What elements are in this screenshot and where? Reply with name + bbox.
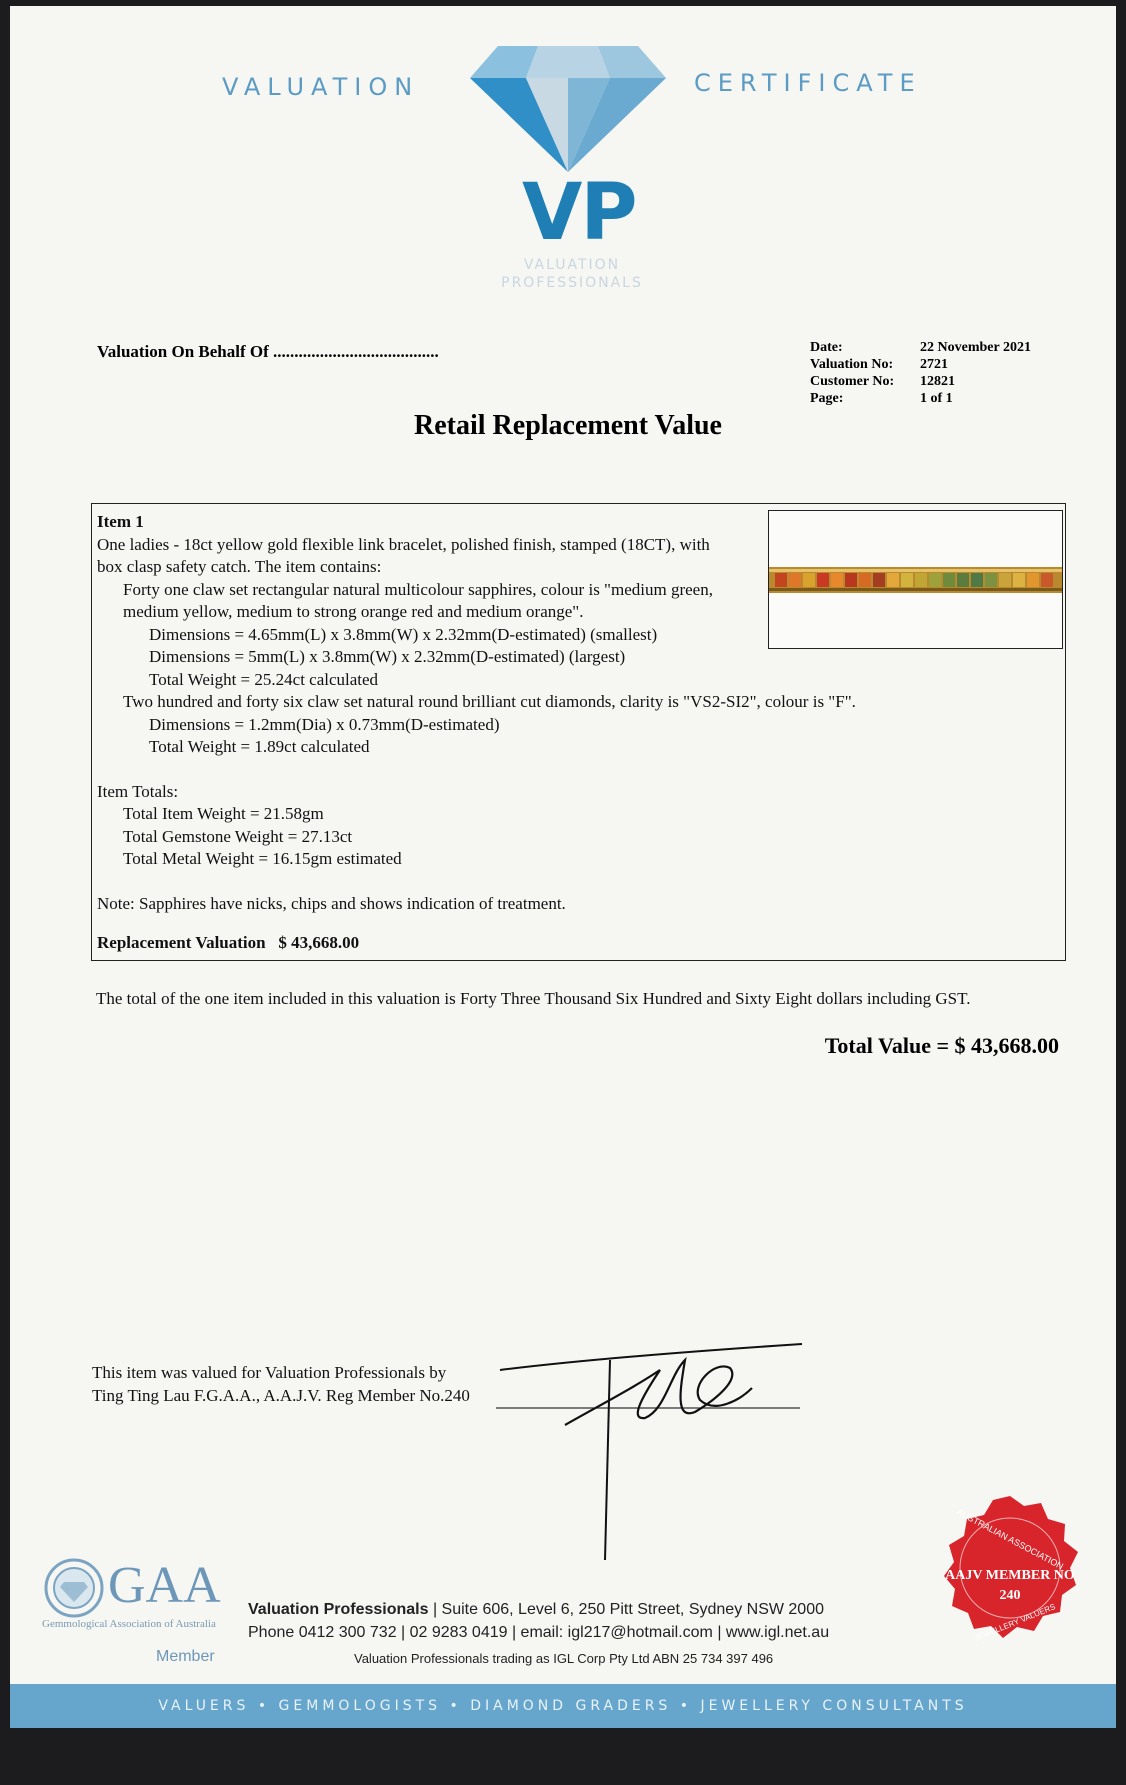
valuer-line-2: Ting Ting Lau F.G.A.A., A.A.J.V. Reg Member No.240 (92, 1385, 470, 1405)
item-note: Note: Sapphires have nicks, chips and shows indication of treatment. (97, 893, 566, 913)
totals-heading: Item Totals: (97, 781, 179, 801)
item-description-cont (97, 691, 1057, 955)
stone1-line: medium yellow, medium to strong orange red and medium orange". (123, 602, 584, 621)
footer-band: VALUERS • GEMMOLOGISTS • DIAMOND GRADERS • JEWELLERY CONSULTANTS (10, 1684, 1116, 1728)
meta-value: 2721 (920, 357, 948, 372)
vp-sub-line-2: PROFESSIONALS (501, 275, 643, 291)
total-value: Total Value = $ 43,668.00 (824, 1033, 1059, 1058)
signature (490, 1330, 810, 1560)
totals-line: Total Item Weight = 21.58gm (123, 804, 324, 823)
footer-phone-email: Phone 0412 300 732 | 02 9283 0419 | email: igl217@hotmail.com | www.igl.net.au (248, 1624, 830, 1641)
stone2-detail: Total Weight = 1.89ct calculated (149, 737, 370, 756)
vp-logo-subtitle (462, 256, 682, 292)
replacement-value: $ 43,668.00 (278, 933, 360, 952)
meta-row-customer-no (810, 373, 1031, 390)
meta-value: 12821 (920, 374, 955, 389)
seal-top-text: AUSTRALIAN ASSOCIATION (954, 1506, 1066, 1572)
meta-row-page (810, 390, 1031, 407)
gaa-subtitle: Gemmological Association of Australia (42, 1618, 216, 1630)
replacement-valuation (97, 932, 1057, 955)
item-photo-frame (768, 510, 1063, 649)
stone1-detail: Dimensions = 4.65mm(L) x 3.8mm(W) x 2.32mm(D-estimated) (smallest) (149, 624, 658, 644)
meta-label: Customer No: (810, 374, 895, 389)
stone2-detail: Dimensions = 1.2mm(Dia) x 0.73mm(D-estimated) (149, 714, 500, 734)
gaa-emblem-icon (44, 1558, 104, 1618)
valuation-on-behalf: Valuation On Behalf Of ....................................... (97, 342, 439, 361)
totals-line: Total Gemstone Weight = 27.13ct (123, 826, 353, 846)
meta-label: Date: (810, 340, 843, 355)
meta-row-valuation-no (810, 356, 1031, 373)
item-line: box clasp safety catch. The item contains: (97, 557, 382, 576)
header-certificate-word: CERTIFICATE (694, 69, 922, 97)
stone2-line: Two hundred and forty six claw set natural round brilliant cut diamonds, clarity is "VS2-SI2", colour is "F". (123, 692, 856, 711)
item-line: One ladies - 18ct yellow gold flexible link bracelet, polished finish, stamped (18CT), with (97, 534, 710, 554)
footer-company: Valuation Professionals (248, 1601, 429, 1618)
bracelet-photo (769, 511, 1062, 648)
vp-logo-text: VP (522, 168, 636, 258)
gaa-member-label: Member (156, 1648, 215, 1665)
vp-sub-line-1: VALUATION (523, 257, 621, 273)
meta-value: 22 November 2021 (920, 340, 1031, 355)
diamond-logo-icon (468, 44, 668, 174)
meta-table (810, 339, 1031, 407)
footer-contact (248, 1598, 928, 1644)
meta-row-date (810, 339, 1031, 356)
footer-trading: Valuation Professionals trading as IGL Corp Pty Ltd ABN 25 734 397 496 (354, 1651, 774, 1666)
gaa-logo: GAA (108, 1557, 221, 1614)
stone1-detail: Dimensions = 5mm(L) x 3.8mm(W) x 2.32mm(D-estimated) (largest) (149, 647, 626, 666)
page-title: Retail Replacement Value (414, 410, 722, 441)
meta-label: Valuation No: (810, 357, 894, 372)
header-valuation-word: VALUATION (222, 73, 420, 101)
stone1-detail: Total Weight = 25.24ct calculated (149, 669, 379, 689)
item-description (97, 511, 757, 691)
seal-member-number: 240 (999, 1588, 1021, 1603)
valuer-line-1: This item was valued for Valuation Professionals by (92, 1363, 447, 1382)
meta-label: Page: (810, 391, 844, 406)
item-heading: Item 1 (97, 512, 144, 531)
seal-member-label: AAJV MEMBER NO (945, 1568, 1075, 1583)
valuer-statement (92, 1362, 512, 1407)
meta-value: 1 of 1 (920, 391, 953, 406)
stone1-line: Forty one claw set rectangular natural multicolour sapphires, colour is "medium green, (123, 579, 713, 599)
footer-address: | Suite 606, Level 6, 250 Pitt Street, Sydney NSW 2000 (432, 1601, 824, 1618)
totals-line: Total Metal Weight = 16.15gm estimated (123, 849, 402, 868)
seal-bottom-text: JEWELLERY VALUERS (973, 1602, 1057, 1643)
footer-address-line (248, 1598, 928, 1621)
replacement-label: Replacement Valuation (97, 933, 266, 952)
valuation-summary: The total of the one item included in this valuation is Forty Three Thousand Six Hundred and Sixty Eight dollars including GST. (96, 989, 971, 1008)
